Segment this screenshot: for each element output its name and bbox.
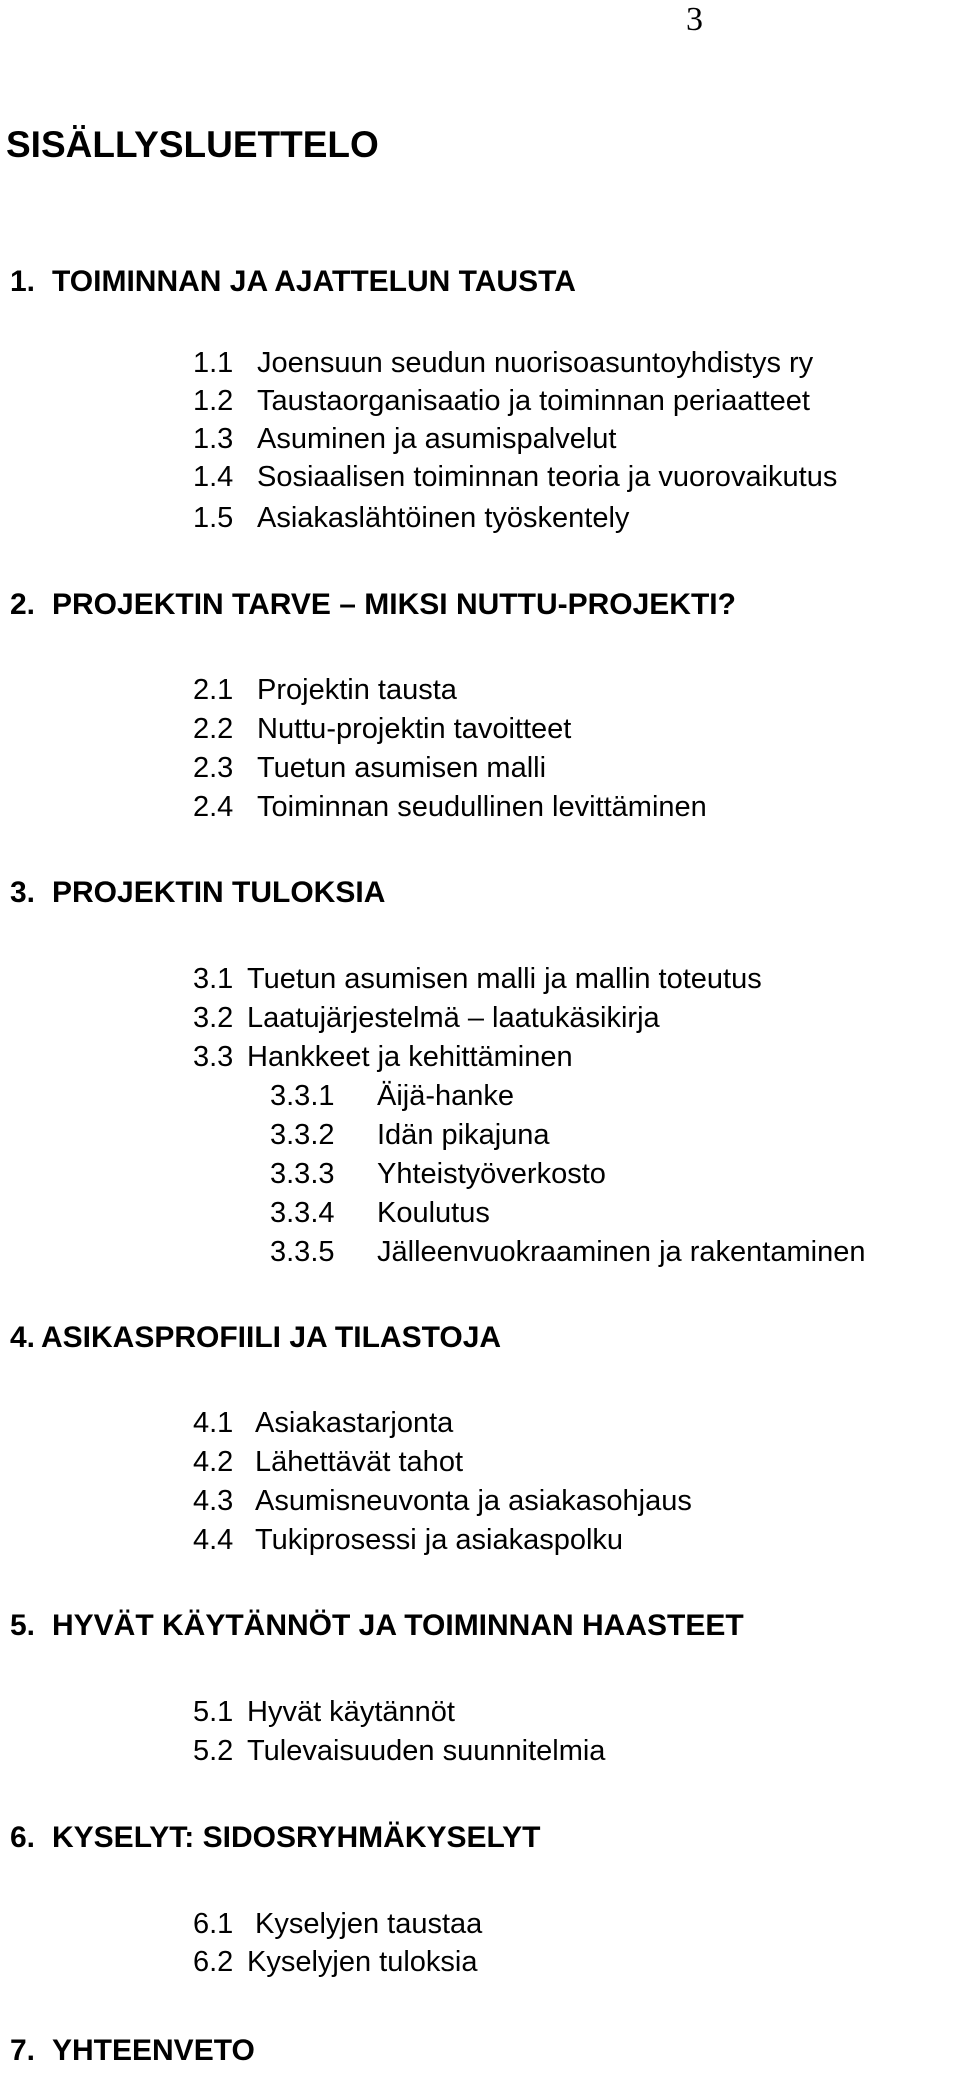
toc-heading-4[interactable] bbox=[10, 1320, 501, 1356]
toc-text: Tuetun asumisen malli bbox=[257, 752, 547, 784]
toc-text: Idän pikajuna bbox=[377, 1119, 550, 1151]
toc-text: Asiakastarjonta bbox=[255, 1407, 454, 1439]
toc-text: Kyselyjen tuloksia bbox=[247, 1946, 478, 1978]
toc-number: 3.3.3 bbox=[270, 1158, 335, 1190]
toc-number: 2.1 bbox=[193, 674, 234, 706]
toc-number: 6.1 bbox=[193, 1908, 234, 1940]
toc-number: 6. bbox=[10, 1821, 36, 1854]
toc-number: 1.4 bbox=[193, 461, 234, 493]
toc-text: Asumisneuvonta ja asiakasohjaus bbox=[255, 1485, 692, 1517]
toc-heading-3[interactable] bbox=[10, 875, 385, 911]
toc-heading-1[interactable] bbox=[10, 264, 576, 300]
toc-number: 4.1 bbox=[193, 1407, 234, 1439]
toc-text: Sosiaalisen toiminnan teoria ja vuorovaikutus bbox=[257, 461, 838, 493]
toc-text: Hankkeet ja kehittäminen bbox=[247, 1041, 573, 1073]
toc-text: PROJEKTIN TULOKSIA bbox=[52, 876, 386, 909]
toc-text: Nuttu-projektin tavoitteet bbox=[257, 713, 572, 745]
toc-item-3-3-1[interactable] bbox=[270, 1078, 514, 1114]
toc-item-3-3-2[interactable] bbox=[270, 1117, 550, 1153]
toc-number: 1.1 bbox=[193, 347, 234, 379]
toc-text: TOIMINNAN JA AJATTELUN TAUSTA bbox=[52, 265, 576, 298]
toc-number: 3.3.2 bbox=[270, 1119, 335, 1151]
toc-text: Hyvät käytännöt bbox=[247, 1696, 455, 1728]
toc-text: Tuetun asumisen malli ja mallin toteutus bbox=[247, 963, 762, 995]
toc-item-3-3[interactable] bbox=[193, 1039, 573, 1075]
toc-text: Yhteistyöverkosto bbox=[377, 1158, 606, 1190]
toc-item-5-1[interactable] bbox=[193, 1694, 455, 1730]
toc-number: 3.3 bbox=[193, 1041, 234, 1073]
toc-text: Projektin tausta bbox=[257, 674, 457, 706]
toc-number: 2.4 bbox=[193, 791, 234, 823]
toc-text: Laatujärjestelmä – laatukäsikirja bbox=[247, 1002, 660, 1034]
page-number: 3 bbox=[686, 1, 703, 38]
toc-number: 1.3 bbox=[193, 423, 234, 455]
toc-number: 3.1 bbox=[193, 963, 234, 995]
toc-heading-2[interactable] bbox=[10, 587, 736, 623]
toc-text: Jälleenvuokraaminen ja rakentaminen bbox=[377, 1236, 866, 1268]
toc-number: 2.2 bbox=[193, 713, 234, 745]
toc-text: Lähettävät tahot bbox=[255, 1446, 463, 1478]
toc-item-2-3[interactable] bbox=[193, 750, 546, 786]
toc-item-2-1[interactable] bbox=[193, 672, 457, 708]
toc-item-1-3[interactable] bbox=[193, 421, 616, 457]
toc-text: ASIKASPROFIILI JA TILASTOJA bbox=[41, 1321, 502, 1354]
toc-text: Taustaorganisaatio ja toiminnan periaatteet bbox=[257, 385, 810, 417]
toc-number: 2.3 bbox=[193, 752, 234, 784]
toc-text: Toiminnan seudullinen levittäminen bbox=[257, 791, 707, 823]
toc-item-1-1[interactable] bbox=[193, 345, 813, 381]
toc-heading-5[interactable] bbox=[10, 1608, 744, 1644]
toc-item-5-2[interactable] bbox=[193, 1733, 605, 1769]
toc-number: 2. bbox=[10, 588, 36, 621]
toc-item-6-2[interactable] bbox=[193, 1944, 478, 1980]
toc-number: 3. bbox=[10, 876, 36, 909]
toc-text: Tulevaisuuden suunnitelmia bbox=[247, 1735, 606, 1767]
toc-item-1-5[interactable] bbox=[193, 500, 629, 536]
toc-text: Joensuun seudun nuorisoasuntoyhdistys ry bbox=[257, 347, 814, 379]
toc-number: 5.1 bbox=[193, 1696, 234, 1728]
toc-text: PROJEKTIN TARVE – MIKSI NUTTU-PROJEKTI? bbox=[52, 588, 736, 621]
toc-text: Koulutus bbox=[377, 1197, 490, 1229]
toc-text: Äijä-hanke bbox=[377, 1080, 515, 1112]
toc-number: 5.2 bbox=[193, 1735, 234, 1767]
toc-number: 1.5 bbox=[193, 502, 234, 534]
toc-number: 3.3.1 bbox=[270, 1080, 335, 1112]
toc-item-1-2[interactable] bbox=[193, 383, 810, 419]
toc-number: 3.2 bbox=[193, 1002, 234, 1034]
toc-number: 7. bbox=[10, 2034, 36, 2067]
toc-heading-7[interactable] bbox=[10, 2033, 255, 2069]
page-title: SISÄLLYSLUETTELO bbox=[6, 124, 379, 165]
toc-number: 6.2 bbox=[193, 1946, 234, 1978]
toc-item-3-2[interactable] bbox=[193, 1000, 660, 1036]
toc-heading-6[interactable] bbox=[10, 1820, 540, 1856]
toc-number: 1. bbox=[10, 265, 36, 298]
toc-item-4-1[interactable] bbox=[193, 1405, 453, 1441]
toc-number: 3.3.4 bbox=[270, 1197, 335, 1229]
toc-item-6-1[interactable] bbox=[193, 1906, 482, 1942]
toc-number: 1.2 bbox=[193, 385, 234, 417]
toc-number: 3.3.5 bbox=[270, 1236, 335, 1268]
toc-number: 4.2 bbox=[193, 1446, 234, 1478]
toc-item-3-1[interactable] bbox=[193, 961, 762, 997]
toc-item-3-3-3[interactable] bbox=[270, 1156, 606, 1192]
toc-item-4-2[interactable] bbox=[193, 1444, 463, 1480]
toc-item-3-3-5[interactable] bbox=[270, 1234, 865, 1270]
toc-number: 4.3 bbox=[193, 1485, 234, 1517]
toc-text: YHTEENVETO bbox=[52, 2034, 255, 2067]
toc-text: Asuminen ja asumispalvelut bbox=[257, 423, 617, 455]
toc-item-4-4[interactable] bbox=[193, 1522, 623, 1558]
toc-number: 4. bbox=[10, 1321, 36, 1354]
toc-text: Tukiprosessi ja asiakaspolku bbox=[255, 1524, 624, 1556]
toc-item-3-3-4[interactable] bbox=[270, 1195, 490, 1231]
toc-text: KYSELYT: SIDOSRYHMÄKYSELYT bbox=[52, 1821, 541, 1854]
toc-item-4-3[interactable] bbox=[193, 1483, 692, 1519]
toc-number: 4.4 bbox=[193, 1524, 234, 1556]
toc-item-2-4[interactable] bbox=[193, 789, 707, 825]
toc-item-1-4[interactable] bbox=[193, 459, 837, 495]
toc-text: Kyselyjen taustaa bbox=[255, 1908, 483, 1940]
toc-text: Asiakaslähtöinen työskentely bbox=[257, 502, 630, 534]
toc-text: HYVÄT KÄYTÄNNÖT JA TOIMINNAN HAASTEET bbox=[52, 1609, 744, 1642]
toc-number: 5. bbox=[10, 1609, 36, 1642]
toc-item-2-2[interactable] bbox=[193, 711, 571, 747]
